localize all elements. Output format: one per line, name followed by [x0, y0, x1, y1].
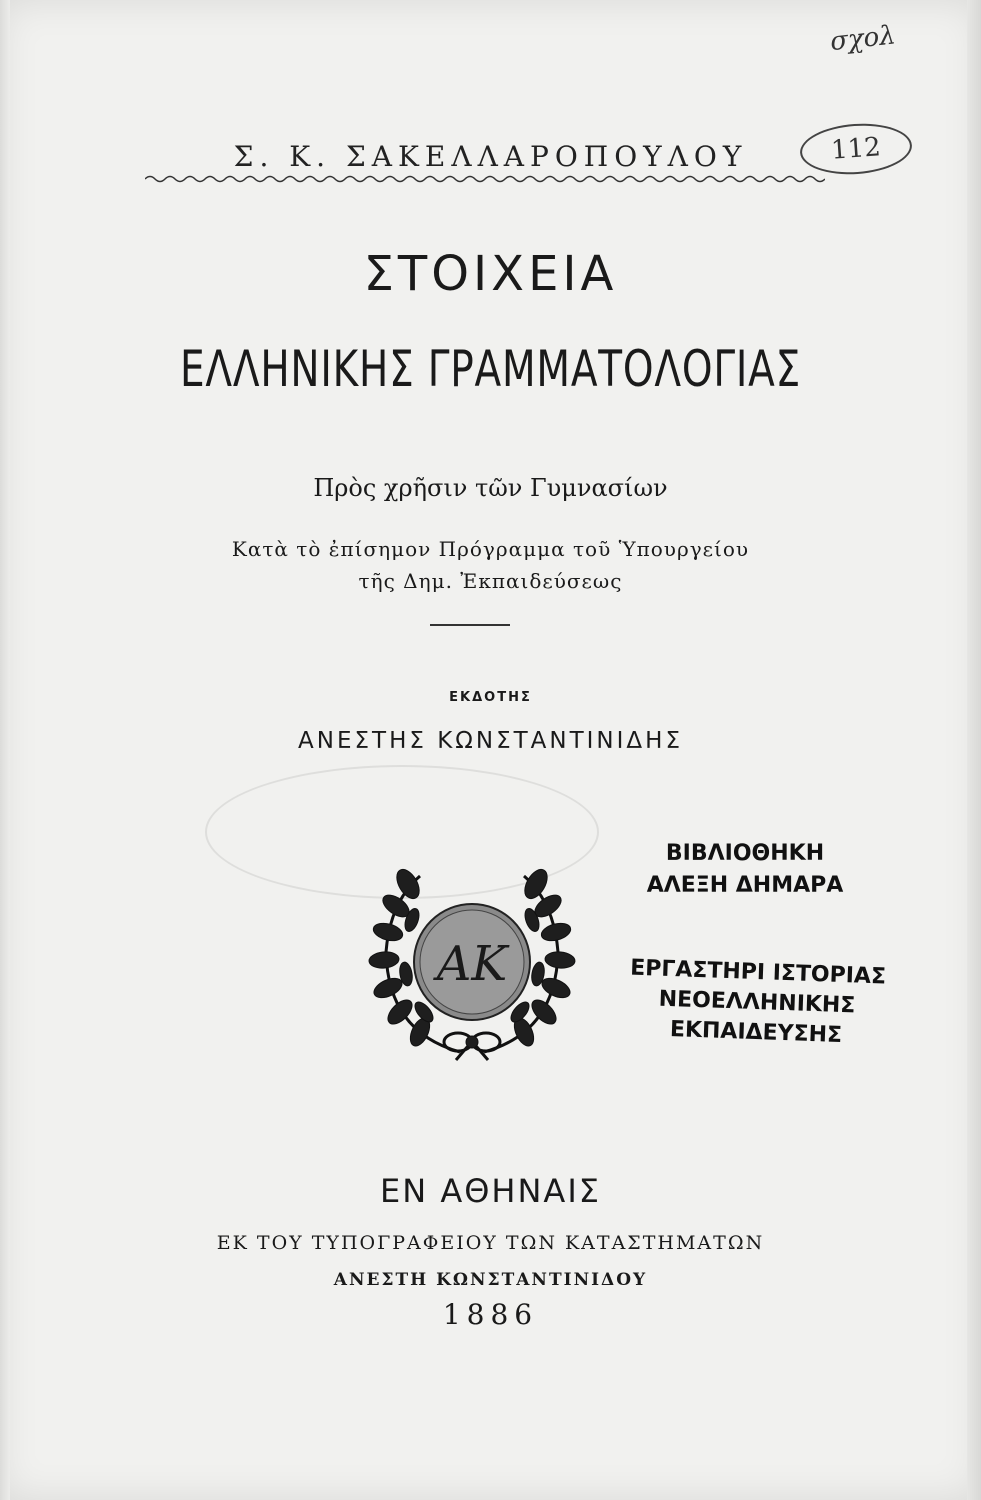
laurel-wreath-emblem [368, 862, 576, 1062]
library-stamp [635, 838, 855, 902]
author-name: Σ. Κ. ΣΑΚΕΛΛΑΡΟΠΟΥΛΟΥ [233, 140, 748, 173]
imprint-printer: ΕΚ ΤΟΥ ΤΥΠΟΓΡΑΦΕΙΟΥ ΤΩΝ ΚΑΤΑΣΤΗΜΑΤΩΝ [216, 1232, 765, 1254]
title-line-2: ΕΛΛΗΝΙΚΗΣ ΓΡΑΜΜΑΤΟΛΟΓΙΑΣ [179, 340, 802, 398]
imprint-place: ΕΝ ΑΘΗΝΑΙΣ [380, 1172, 601, 1210]
lab-stamp-line-1: ΕΡΓΑΣΤΗΡΙ ΙΣΤΟΡΙΑΣ [629, 955, 887, 990]
publisher-label: ΕΚΔΟΤΗΣ [449, 690, 532, 705]
emblem-monogram: AK [436, 936, 508, 992]
library-stamp-line-1: ΒΙΒΛΙΟΘΗΚΗ [665, 841, 825, 866]
subtitle: Πρὸς χρῆσιν τῶν Γυμνασίων [313, 474, 668, 502]
library-stamp-line-2: ΑΛΕΞΗ ΔΗΜΑΡΑ [646, 873, 844, 898]
program-note-line-1: Κατὰ τὸ ἐπίσημον Πρόγραμμα τοῦ Ὑπουργείου [231, 537, 750, 561]
short-divider-rule [430, 624, 510, 626]
lab-stamp [611, 953, 904, 1053]
publisher-name: ΑΝΕΣΤΗΣ ΚΩΝΣΤΑΝΤΙΝΙΔΗΣ [298, 728, 683, 754]
decorative-wavy-rule [145, 174, 825, 184]
imprint-year: 1886 [442, 1298, 539, 1331]
title-line-1: ΣΤΟΙΧΕΙΑ [363, 246, 618, 302]
lab-stamp-line-2: ΝΕΟΕΛΛΗΝΙΚΗΣ [658, 986, 856, 1019]
handwritten-margin-note: σχολ [828, 20, 898, 58]
program-note-line-2: τῆς Δημ. Ἐκπαιδεύσεως [358, 569, 623, 593]
catalog-number: 112 [798, 120, 913, 178]
imprint-printer-name: ΑΝΕΣΤΗ ΚΩΝΣΤΑΝΤΙΝΙΔΟΥ [333, 1270, 648, 1290]
lab-stamp-line-3: ΕΚΠΑΙΔΕΥΣΗΣ [669, 1016, 843, 1048]
